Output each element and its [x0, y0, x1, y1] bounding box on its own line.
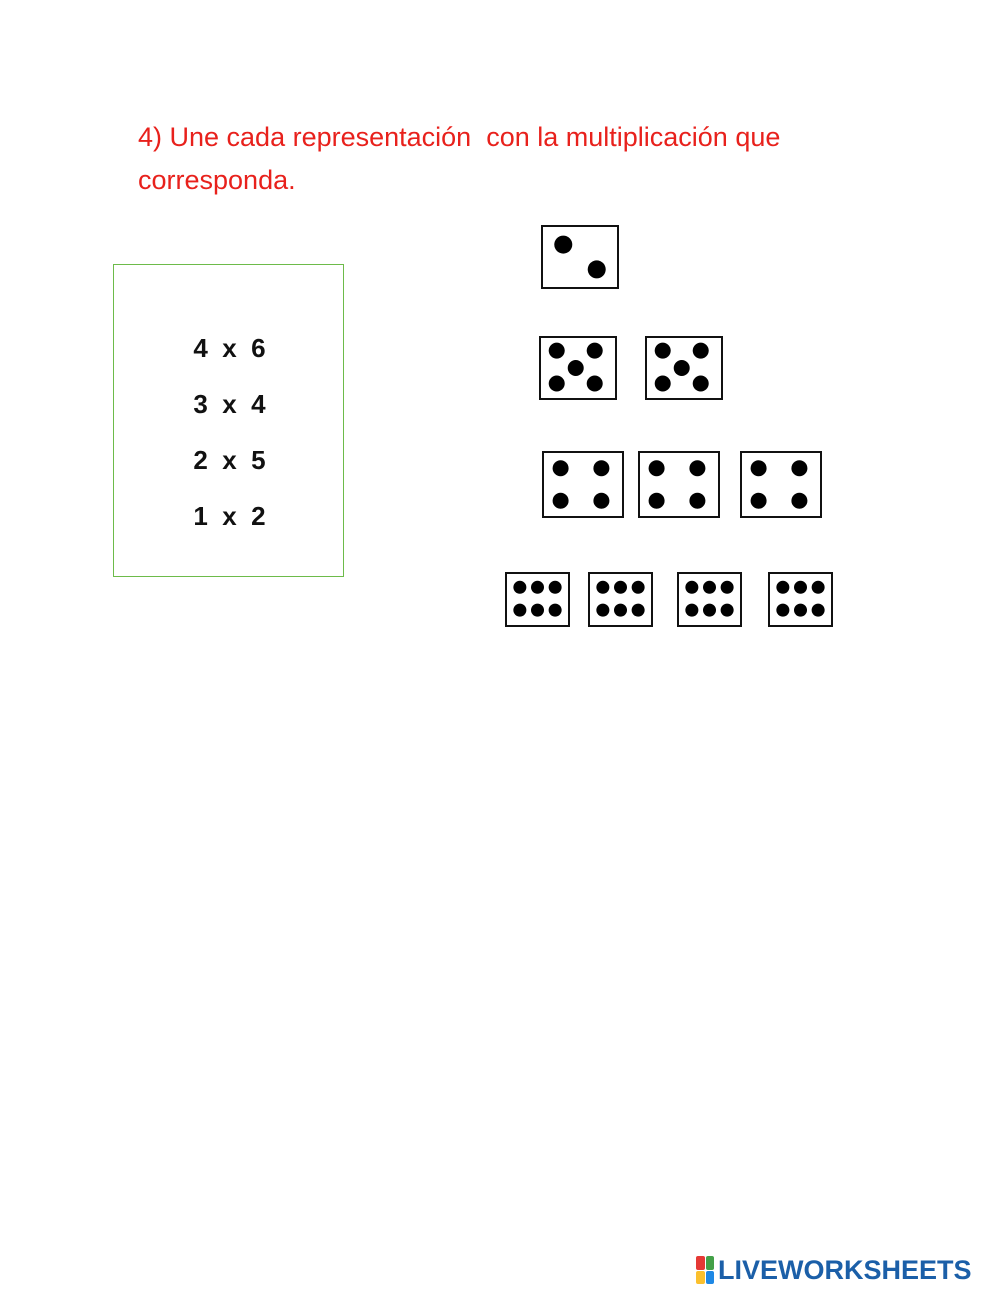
die-dot: [587, 376, 603, 392]
die-dot: [794, 581, 807, 594]
die-dot: [791, 460, 807, 476]
die-dot: [587, 343, 603, 359]
die-dot: [655, 376, 671, 392]
die-dot: [689, 493, 705, 509]
instruction-text: 4) Une cada representación con la multiplicación que corresponda.: [138, 122, 788, 195]
die-dot: [791, 493, 807, 509]
die-dot: [794, 604, 807, 617]
die[interactable]: [741, 452, 821, 517]
die[interactable]: [678, 573, 741, 626]
die-dot: [632, 604, 645, 617]
die-dot: [553, 493, 569, 509]
die-dot: [812, 604, 825, 617]
die[interactable]: [543, 452, 623, 517]
die-frame: [741, 452, 821, 517]
die-dot: [513, 581, 526, 594]
die-dot: [693, 376, 709, 392]
die-dot: [649, 493, 665, 509]
die-dot: [588, 260, 606, 278]
die-dot: [703, 581, 716, 594]
die-frame: [543, 452, 623, 517]
die-frame: [542, 226, 618, 288]
die-dot: [655, 343, 671, 359]
die-dot: [549, 376, 565, 392]
option-item[interactable]: 3 x 4: [193, 389, 266, 419]
die-dot: [693, 343, 709, 359]
die-dot: [596, 604, 609, 617]
die-dot: [751, 460, 767, 476]
die-dot: [751, 493, 767, 509]
die[interactable]: [646, 337, 722, 399]
die-dot: [549, 604, 562, 617]
logo-badge-icon: [696, 1256, 714, 1284]
die-dot: [554, 236, 572, 254]
logo-text: LIVEWORKSHEETS: [718, 1254, 972, 1285]
die-dot: [553, 460, 569, 476]
die[interactable]: [639, 452, 719, 517]
die-dot: [531, 581, 544, 594]
die-dot: [531, 604, 544, 617]
option-item[interactable]: 1 x 2: [193, 501, 266, 531]
die-dot: [685, 604, 698, 617]
die[interactable]: [589, 573, 652, 626]
die-dot: [776, 581, 789, 594]
die-dot: [513, 604, 526, 617]
die-frame: [639, 452, 719, 517]
die[interactable]: [506, 573, 569, 626]
die-dot: [596, 581, 609, 594]
die-dot: [649, 460, 665, 476]
die[interactable]: [542, 226, 618, 288]
die-dot: [568, 360, 584, 376]
die-dot: [721, 581, 734, 594]
liveworksheets-logo: [696, 1252, 972, 1288]
die[interactable]: [769, 573, 832, 626]
die-dot: [549, 343, 565, 359]
die-dot: [721, 604, 734, 617]
die-dot: [674, 360, 690, 376]
option-item[interactable]: 4 x 6: [193, 333, 266, 363]
die-dot: [685, 581, 698, 594]
die-dot: [593, 460, 609, 476]
option-item[interactable]: 2 x 5: [193, 445, 266, 475]
die-dot: [812, 581, 825, 594]
die-dot: [632, 581, 645, 594]
die-dot: [776, 604, 789, 617]
die-dot: [614, 604, 627, 617]
die[interactable]: [540, 337, 616, 399]
die-dot: [614, 581, 627, 594]
die-dot: [703, 604, 716, 617]
die-dot: [593, 493, 609, 509]
die-dot: [689, 460, 705, 476]
die-dot: [549, 581, 562, 594]
